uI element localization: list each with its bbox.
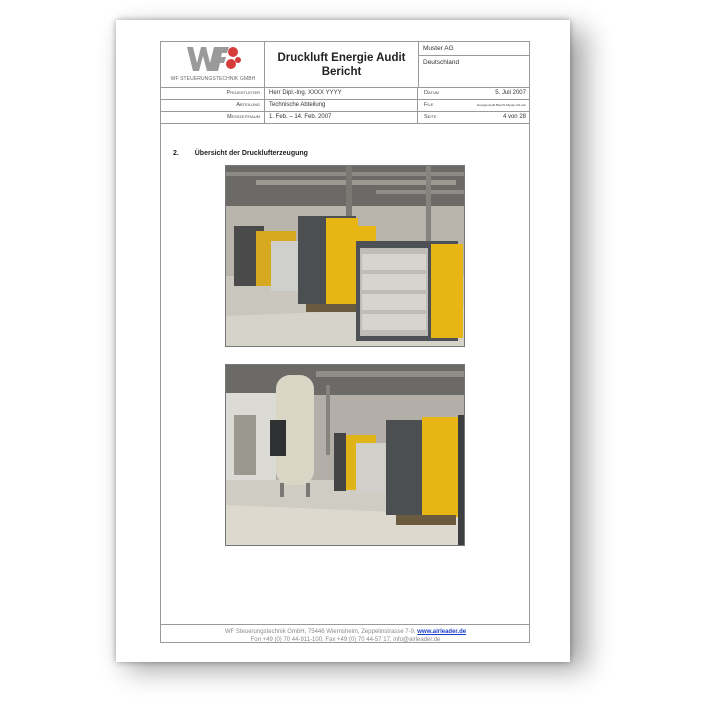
client-country: Deutschland xyxy=(423,59,460,66)
info-label: File xyxy=(424,102,434,108)
info-row-projektleiter xyxy=(161,88,530,100)
section-title: Übersicht der Drucklufterzeugung xyxy=(194,150,308,157)
compressor-photo-1 xyxy=(225,165,465,347)
page-frame xyxy=(160,41,530,643)
client-name: Muster AG xyxy=(419,42,530,56)
section-number: 2. xyxy=(173,150,179,157)
website-link[interactable]: www.airleader.de xyxy=(417,629,467,635)
info-value: Energie Audit Bericht Muster AG.doc xyxy=(477,103,526,107)
info-value: 4 von 28 xyxy=(502,114,526,120)
footer-address-line xyxy=(161,628,530,636)
info-value: Herr Dipl.-Ing. XXXX YYYY xyxy=(269,88,418,99)
company-logo xyxy=(161,42,265,88)
info-label: Projektleiter xyxy=(161,88,265,99)
info-row-messzeitraum xyxy=(161,112,530,124)
document-page xyxy=(116,20,570,662)
report-title-line1: Druckluft Energie Audit xyxy=(277,52,406,64)
info-row-abteilung xyxy=(161,100,530,112)
footer-contact: Fon +49 (0) 70 44-911-100, Fax +49 (0) 70 44-57 17, info@airleader.de xyxy=(250,637,441,643)
client-block xyxy=(419,42,530,88)
info-value: 5. Juli 2007 xyxy=(495,90,526,96)
compressor-photo-2 xyxy=(225,364,465,546)
info-label: Datum xyxy=(424,90,440,96)
footer-address: WF Steuerungstechnik GmbH, 75446 Wiernsheim, Zeppelinstrasse 7-9, xyxy=(224,629,416,635)
page-footer xyxy=(161,624,530,644)
info-value: Technische Abteilung xyxy=(269,100,418,111)
report-title-line2: Bericht xyxy=(321,66,362,78)
info-label: Abteilung xyxy=(161,100,265,111)
wf-logo-icon xyxy=(185,45,241,73)
info-label: Seite xyxy=(424,114,437,120)
logo-company-name: WF STEUERUNGSTECHNIK GMBH xyxy=(170,76,256,82)
section-heading xyxy=(173,150,308,157)
info-value: 1. Feb. – 14. Feb. 2007 xyxy=(269,112,418,123)
info-label: Messzeitraum xyxy=(161,112,265,123)
report-title xyxy=(265,42,419,88)
